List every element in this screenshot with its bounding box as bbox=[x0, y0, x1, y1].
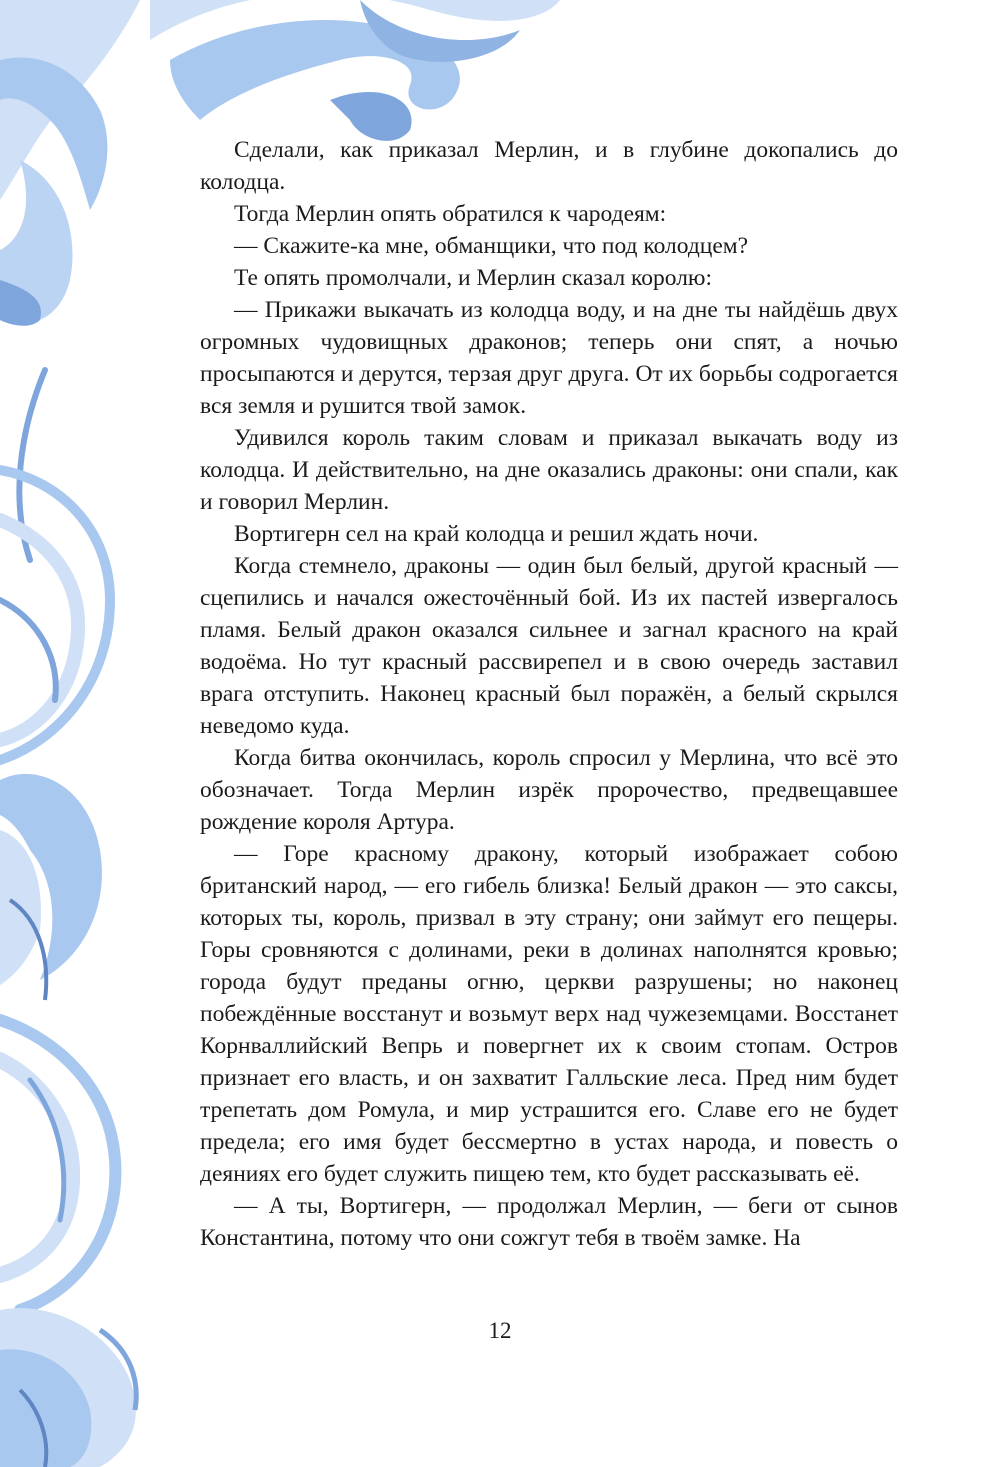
paragraph-8: Когда стемнело, драконы — один был белый, другой красный — сцепились и начался ожесточённый бой. Из их пастей извергалось пламя. Белый дракон оказался сильнее и загнал красного на край водоёма. Но тут красный рассвирепел и в свою очередь заставил врага отступить. Наконец красный был поражён, а белый скрылся неведомо куда. bbox=[200, 553, 898, 739]
top-flourish bbox=[150, 0, 560, 141]
paragraph-10: — Горе красному дракону, который изображает собою британский народ, — его гибель близка! Белый дракон — это саксы, которых ты, король, призвал в эту страну; они займут его пещеры. Горы сровняются с долинами, реки в долинах наполнятся кровью; города будут преданы огню, церкви разрушены; но наконец побеждённые восстанут и возьмут верх над чужеземцами. Восстанет Корнваллийский Вепрь и повергнет их к своим стопам. Остров признает его власть, и он захватит Галльские леса. Пред ним будет трепетать дом Ромула, и мир устрашится его. Славе его не будет предела; его имя будет бессмертно в устах народа, и повесть о деяниях его будет служить пищею тем, кто будет рассказывать её. bbox=[200, 841, 898, 1187]
paragraph-3: — Скажите-ка мне, обманщики, что под колодцем? bbox=[234, 233, 749, 259]
page-body-text bbox=[200, 134, 898, 1254]
left-mid-swirl bbox=[0, 370, 110, 760]
paragraph-7: Вортигерн сел на край колодца и решил ждать ночи. bbox=[234, 521, 759, 547]
left-top-flourish bbox=[0, 0, 140, 326]
page-number: 12 bbox=[488, 1318, 512, 1343]
paragraph-5: — Прикажи выкачать из колодца воду, и на дне ты найдёшь двух огромных чудовищных драконов; теперь они спят, а ночью просыпаются и дерутся, терзая друг друга. От их борьбы содрогается вся земля и рушится твой замок. bbox=[200, 297, 898, 419]
paragraph-9: Когда битва окончилась, король спросил у Мерлина, что всё это обозначает. Тогда Мерлин изрёк пророчество, предвещавшее рождение короля Артура. bbox=[200, 745, 898, 835]
paragraph-11: — А ты, Вортигерн, — продолжал Мерлин, — беги от сынов Константина, потому что они сожгут тебя в твоём замке. На bbox=[200, 1193, 898, 1251]
paragraph-2: Тогда Мерлин опять обратился к чародеям: bbox=[234, 201, 667, 227]
left-leaf-mid bbox=[0, 774, 102, 1000]
paragraph-4: Те опять промолчали, и Мерлин сказал королю: bbox=[234, 265, 713, 291]
paragraph-6: Удивился король таким словам и приказал выкачать воду из колодца. И действительно, на дне оказались драконы: они спали, как и говорил Мерлин. bbox=[200, 425, 898, 515]
left-lower-swirl bbox=[0, 1020, 115, 1310]
paragraph-1: Сделали, как приказал Мерлин, и в глубине докопались до колодца. bbox=[200, 137, 898, 195]
